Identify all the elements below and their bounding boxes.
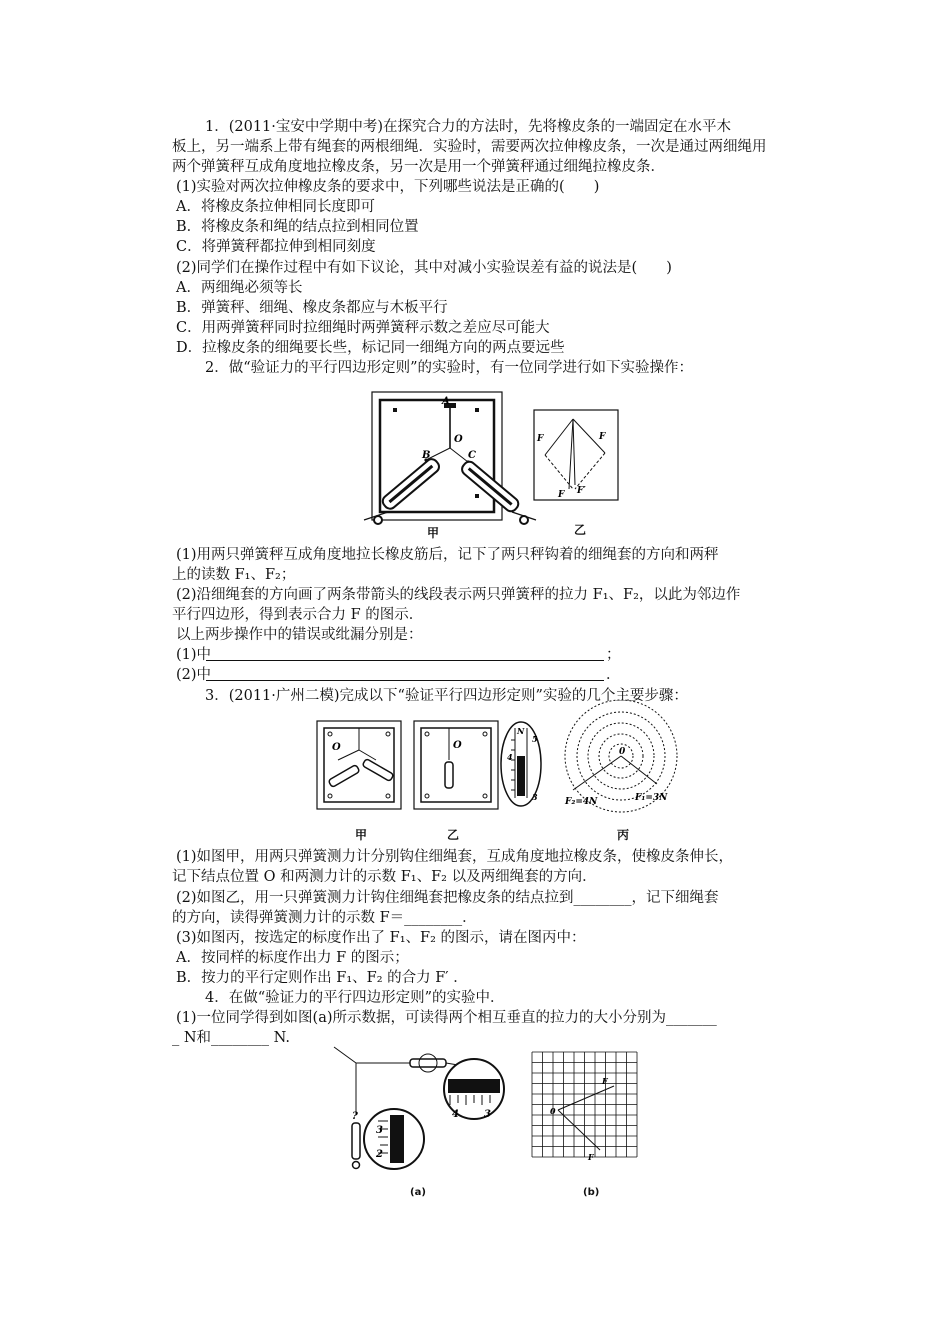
- q3-caption-bing: 丙: [617, 828, 630, 842]
- q1-part2-option-c: C．用两弹簧秤同时拉细绳时两弹簧秤示数之差应尽可能大: [176, 320, 550, 336]
- q2-answer-2-blank[interactable]: [206, 680, 604, 681]
- q2-answer-2-end: ．: [606, 667, 621, 683]
- label-o: 0: [619, 747, 626, 757]
- tick-5: 5: [532, 734, 538, 744]
- q1-part1-option-b: B．将橡皮条和绳的结点拉到相同位置: [176, 219, 419, 235]
- unit-n: N: [517, 726, 525, 736]
- q2-answer-1-blank[interactable]: [206, 660, 604, 661]
- q2-figure-jia: [360, 386, 540, 536]
- label-a: A: [442, 396, 450, 407]
- q4-line-1: 4．在做“验证力的平行四边形定则”的实验中．: [205, 990, 505, 1006]
- q3-figure-bing: [561, 708, 685, 818]
- q1-part2: (2)同学们在操作过程中有如下议论，其中对减小实验误差有益的说法是( ): [176, 260, 672, 276]
- tick-3-lower: 3: [376, 1125, 383, 1136]
- q4-figure-a: [330, 1045, 506, 1175]
- q1-part1-option-a: A．将橡皮条拉伸相同长度即可: [176, 199, 375, 215]
- q2-answer-1-label: (1)中: [176, 647, 212, 663]
- q2-answer-2-label: (2)中: [176, 667, 212, 683]
- q3-figure-jia: [316, 720, 402, 810]
- label-question: ?: [352, 1111, 358, 1122]
- q2-step1-line1: (1)用两只弹簧秤互成角度地拉长橡皮筋后，记下了两只秤钩着的细绳套的方向和两秤: [176, 547, 719, 563]
- q4-step1-line2: _ N和________ N.: [172, 1030, 291, 1046]
- q3-line-1: 3．(2011·广州二模)完成以下“验证平行四边形定则”实验的几个主要步骤：: [205, 688, 688, 704]
- label-origin: 0: [550, 1106, 556, 1116]
- q3-step3: (3)如图丙，按选定的标度作出了 F₁、F₂ 的图示，请在图丙中：: [176, 930, 586, 946]
- tick-3: 3: [532, 792, 538, 802]
- tick-3: 3: [484, 1109, 491, 1120]
- q3-step2-line2: 的方向，读得弹簧测力计的示数 F＝________．: [172, 910, 477, 926]
- tick-4: 4: [507, 752, 513, 762]
- q2-figure-yi: [533, 409, 619, 501]
- q2-caption-yi: 乙: [574, 523, 587, 537]
- label-f-prime: F′: [577, 486, 586, 496]
- q2-step2-line1: (2)沿细绳套的方向画了两条带箭头的线段表示两只弹簧秤的拉力 F₁、F₂，以此为邻边作: [176, 587, 741, 603]
- tick-4: 4: [452, 1109, 459, 1120]
- q1-part2-option-b: B．弹簧秤、细绳、橡皮条都应与木板平行: [176, 300, 448, 316]
- label-f1: F: [602, 1076, 608, 1086]
- label-o: O: [332, 742, 341, 753]
- q1-part2-option-a: A．两细绳必须等长: [176, 280, 303, 296]
- q1-part1-option-c: C．将弹簧秤都拉伸到相同刻度: [176, 239, 376, 255]
- q3-figure-yi: [413, 720, 543, 810]
- tick-2-lower: 2: [376, 1149, 383, 1160]
- q2-caption-jia: 甲: [427, 526, 440, 540]
- label-o: O: [453, 740, 462, 751]
- q1-line-2: 板上，另一端系上带有绳套的两根细绳．实验时，需要两次拉伸橡皮条，一次是通过两细绳用: [172, 139, 767, 155]
- label-c: C: [468, 450, 476, 461]
- q4-caption-b: (b): [583, 1187, 600, 1198]
- q3-step3-a: A．按同样的标度作出力 F 的图示；: [176, 950, 409, 966]
- q3-step1-line1: (1)如图甲，用两只弹簧测力计分别钩住细绳套，互成角度地拉橡皮条，使橡皮条伸长，: [176, 849, 734, 865]
- q1-part1: (1)实验对两次拉伸橡皮条的要求中，下列哪些说法是正确的( ): [176, 179, 600, 195]
- q1-line-1: 1．(2011·宝安中学期中考)在探究合力的方法时，先将橡皮条的一端固定在水平木: [205, 119, 732, 135]
- q2-step1-line2: 上的读数 F₁、F₂；: [172, 567, 296, 583]
- q4-caption-a: (a): [410, 1187, 426, 1198]
- label-f: F: [558, 490, 565, 500]
- q3-step1-line2: 记下结点位置 O 和两测力计的示数 F₁、F₂ 以及两细绳套的方向．: [172, 869, 597, 885]
- q2-step3: 以上两步操作中的错误或纰漏分别是：: [176, 627, 423, 643]
- q2-line-1: 2．做“验证力的平行四边形定则”的实验时，有一位同学进行如下实验操作：: [205, 360, 694, 376]
- label-b: B: [422, 450, 431, 461]
- q3-step3-b: B．按力的平行定则作出 F₁、F₂ 的合力 F′ ．: [176, 970, 468, 986]
- q1-part2-option-d: D．拉橡皮条的细绳要长些，标记同一细绳方向的两点要远些: [176, 340, 565, 356]
- q4-step1-line1: (1)一位同学得到如图(a)所示数据，可读得两个相互垂直的拉力的大小分别为_______: [176, 1010, 717, 1026]
- label-f1: F: [537, 434, 544, 444]
- q3-caption-yi: 乙: [447, 828, 460, 842]
- q2-answer-1-end: ；: [606, 647, 621, 663]
- q2-step2-line2: 平行四边形，得到表示合力 F 的图示．: [172, 607, 424, 623]
- q4-figure-b: [530, 1050, 640, 1168]
- q1-line-3: 两个弹簧秤互成角度地拉橡皮条，另一次是用一个弹簧秤通过细绳拉橡皮条．: [172, 159, 665, 175]
- label-f2: F: [588, 1152, 594, 1162]
- q3-step2-line1: (2)如图乙，用一只弹簧测力计钩住细绳套把橡皮条的结点拉到________，记下细绳套: [176, 890, 719, 906]
- label-f2: F: [599, 432, 606, 442]
- label-o: O: [454, 434, 463, 445]
- label-f1: F₁=3N: [635, 793, 668, 803]
- label-f2: F₂=4N: [565, 797, 598, 807]
- q3-caption-jia: 甲: [355, 828, 368, 842]
